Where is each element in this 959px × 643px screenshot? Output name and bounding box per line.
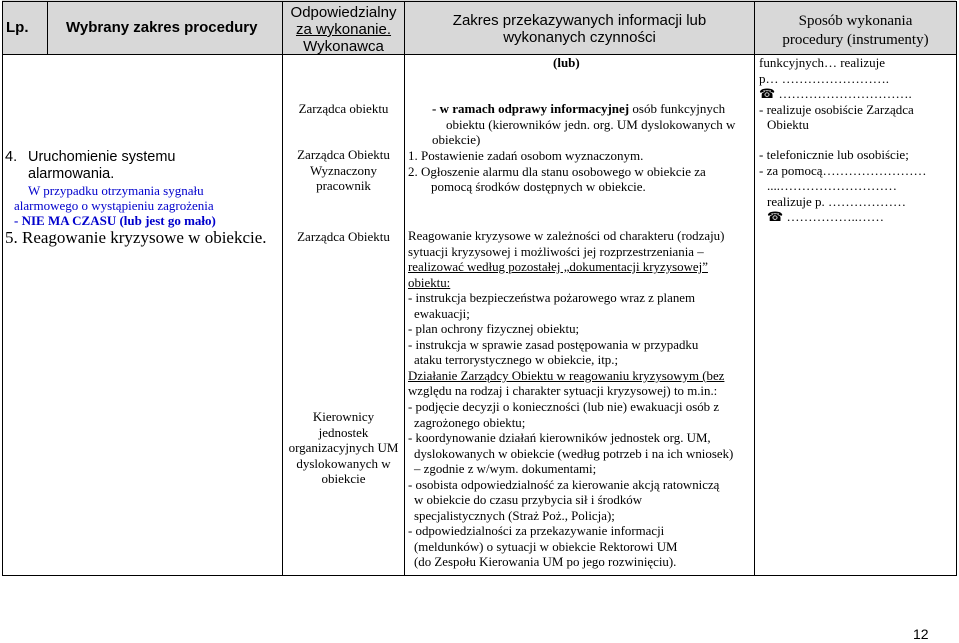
header-method-line1: Sposób wykonania <box>798 13 913 29</box>
row4-scope-a-line1 <box>432 101 735 117</box>
row5-resp-b-line2: jednostek <box>318 424 369 440</box>
table-top-border <box>2 1 957 2</box>
row5-scope-line: ataku terrorystycznego w obiekcie, itp.; <box>414 353 619 368</box>
header-scope <box>405 12 754 46</box>
row4-scope-b-item2-line1: 2. Ogłoszenie alarmu dla stanu osobowego w obiekcie za <box>408 163 706 179</box>
row4-method <box>759 55 927 225</box>
header-responsible-line2: za wykonanie. <box>295 21 392 38</box>
header-method <box>755 12 956 50</box>
row5-scope-line: ewakuacji; <box>414 306 470 321</box>
row4-number: 4. <box>5 149 18 165</box>
row4-resp-b-line3: pracownik <box>316 178 371 193</box>
row5-resp-b-line1: Kierownicy <box>312 409 375 424</box>
col-divider-4 <box>754 1 755 576</box>
row5-scope-line: - koordynowanie działań kierowników jednostek org. UM, <box>408 431 711 446</box>
row4-method-line9: realizuje p. ……………… <box>767 193 906 209</box>
row5-scope-line: dyslokowanych w obiekcie (według potrzeb i na ich wniosek) <box>414 446 734 461</box>
row4-title <box>28 149 175 183</box>
row5-resp-b-line5: obiekcie <box>321 471 366 486</box>
header-scope-line2: wykonanych czynności <box>503 29 656 46</box>
table-right-border <box>956 1 957 576</box>
col-divider-1 <box>47 1 48 54</box>
table-bottom-border <box>2 575 957 576</box>
row5-scope-line: Działanie Zarządcy Obiektu w reagowaniu kryzysowym (bez <box>408 368 725 383</box>
row4-scope-a-line1-rest: osób funkcyjnych <box>632 101 726 116</box>
row4-resp-b <box>283 147 404 194</box>
row4-method-line5: Obiektu <box>767 117 809 133</box>
header-lp: Lp. <box>6 19 29 36</box>
col-divider-2 <box>282 1 283 576</box>
row5-scope-line: sytuacji kryzysowej i możliwości jej rozprzestrzeniania – <box>408 244 704 259</box>
row4-scope-b-item2-line2: pomocą środków dostępnych w obiekcie. <box>431 179 646 194</box>
row5-scope-line: obiektu: <box>408 275 451 290</box>
row5-scope <box>408 229 733 571</box>
row5-scope-line: - plan ochrony fizycznej obiektu; <box>408 322 580 337</box>
row5-resp-a: Zarządca Obiektu <box>297 229 390 244</box>
row4-method-line7: - za pomocą…………………… <box>759 162 927 178</box>
row5-scope-line: - odpowiedzialności za przekazywanie informacji <box>408 524 665 539</box>
row5-scope-line: realizować według pozostałej „dokumentacji kryzysowej” <box>408 260 708 275</box>
row4-scope-lub: (lub) <box>553 55 580 70</box>
row4-scope-a <box>432 101 735 148</box>
page-number: 12 <box>913 626 929 642</box>
header-responsible <box>283 4 404 55</box>
row4-resp-a: Zarządca obiektu <box>298 101 389 116</box>
row5-resp-b-line4: dyslokowanych w <box>296 455 391 471</box>
row4-scope-a-line2: obiektu (kierowników jedn. org. UM dyslokowanych w <box>446 116 736 132</box>
row5-resp-b-line3: organizacyjnych UM <box>288 440 399 455</box>
row5-resp-b <box>283 409 404 487</box>
row5-scope-line: względu na rodzaj i charakter sytuacji kryzysowej) to m.in.: <box>408 384 718 399</box>
row4-note <box>14 183 216 228</box>
row5-scope-line: - instrukcja bezpieczeństwa pożarowego wraz z planem <box>408 291 696 306</box>
row5-scope-line: specjalistycznych (Straż Poż., Policja); <box>414 508 615 523</box>
row4-method-line3: ☎ …………………………. <box>759 86 912 102</box>
row4-method-line10: ☎ ……………..…… <box>767 209 884 225</box>
header-procedure: Wybrany zakres procedury <box>66 19 258 36</box>
row4-resp-b-line2: Wyznaczony <box>309 162 378 178</box>
header-responsible-line1: Odpowiedzialny <box>290 4 397 21</box>
row4-scope-b-item1: 1. Postawienie zadań osobom wyznaczonym. <box>408 148 644 163</box>
table-left-border <box>2 1 3 576</box>
row5-scope-line: zagrożonego obiektu; <box>414 415 526 430</box>
row4-scope-a-line3: obiekcie) <box>432 132 481 147</box>
row4-note-line2: alarmowego o wystąpieniu zagrożenia <box>14 198 214 213</box>
header-responsible-line3: Wykonawca <box>303 38 384 55</box>
row4-scope-a-line1-bold: - w ramach odprawy informacyjnej <box>432 101 630 116</box>
row5-scope-line: - podjęcie decyzji o konieczności (lub nie) ewakuacji osób z <box>408 400 720 415</box>
col-divider-3 <box>404 1 405 576</box>
row4-method-line4: - realizuje osobiście Zarządca <box>759 101 914 117</box>
row4-resp-b-line1: Zarządca Obiektu <box>297 147 390 162</box>
row4-title-line2: alarmowania. <box>28 166 115 182</box>
row5-scope-line: w obiekcie do czasu przybycia sił i środków <box>414 493 643 508</box>
row4-method-spacer <box>759 133 927 147</box>
row5-scope-line: - osobista odpowiedzialność za kierowanie akcją ratowniczą <box>408 477 720 492</box>
row5-scope-line: (meldunków) o sytuacji w obiekcie Rektorowi UM <box>414 539 678 554</box>
row4-note-line1: W przypadku otrzymania sygnału <box>28 183 204 198</box>
row5-scope-line: (do Zespołu Kierowania UM po jego rozwinięciu). <box>414 555 677 570</box>
row4-scope-b <box>408 148 706 195</box>
row4-note-line3: - NIE MA CZASU (lub jest go mało) <box>14 213 216 228</box>
row5-scope-line: Reagowanie kryzysowe w zależności od charakteru (rodzaju) <box>408 229 725 243</box>
row4-method-line8: ....……………………… <box>767 178 897 194</box>
row5-scope-line: – zgodnie z w/wym. dokumentami; <box>414 462 597 477</box>
row4-method-line6: - telefonicznie lub osobiście; <box>759 146 909 162</box>
row4-title-line1: Uruchomienie systemu <box>28 149 176 165</box>
row4-method-line2: p… ……………………. <box>759 70 889 86</box>
header-method-line2: procedury (instrumenty) <box>782 32 929 48</box>
row5-title: 5. Reagowanie kryzysowe w obiekcie. <box>5 228 267 247</box>
row4-method-line1: funkcyjnych… realizuje <box>759 55 885 70</box>
row5-scope-line: - instrukcja w sprawie zasad postępowania w przypadku <box>408 337 699 352</box>
header-scope-line1: Zakres przekazywanych informacji lub <box>452 12 707 29</box>
